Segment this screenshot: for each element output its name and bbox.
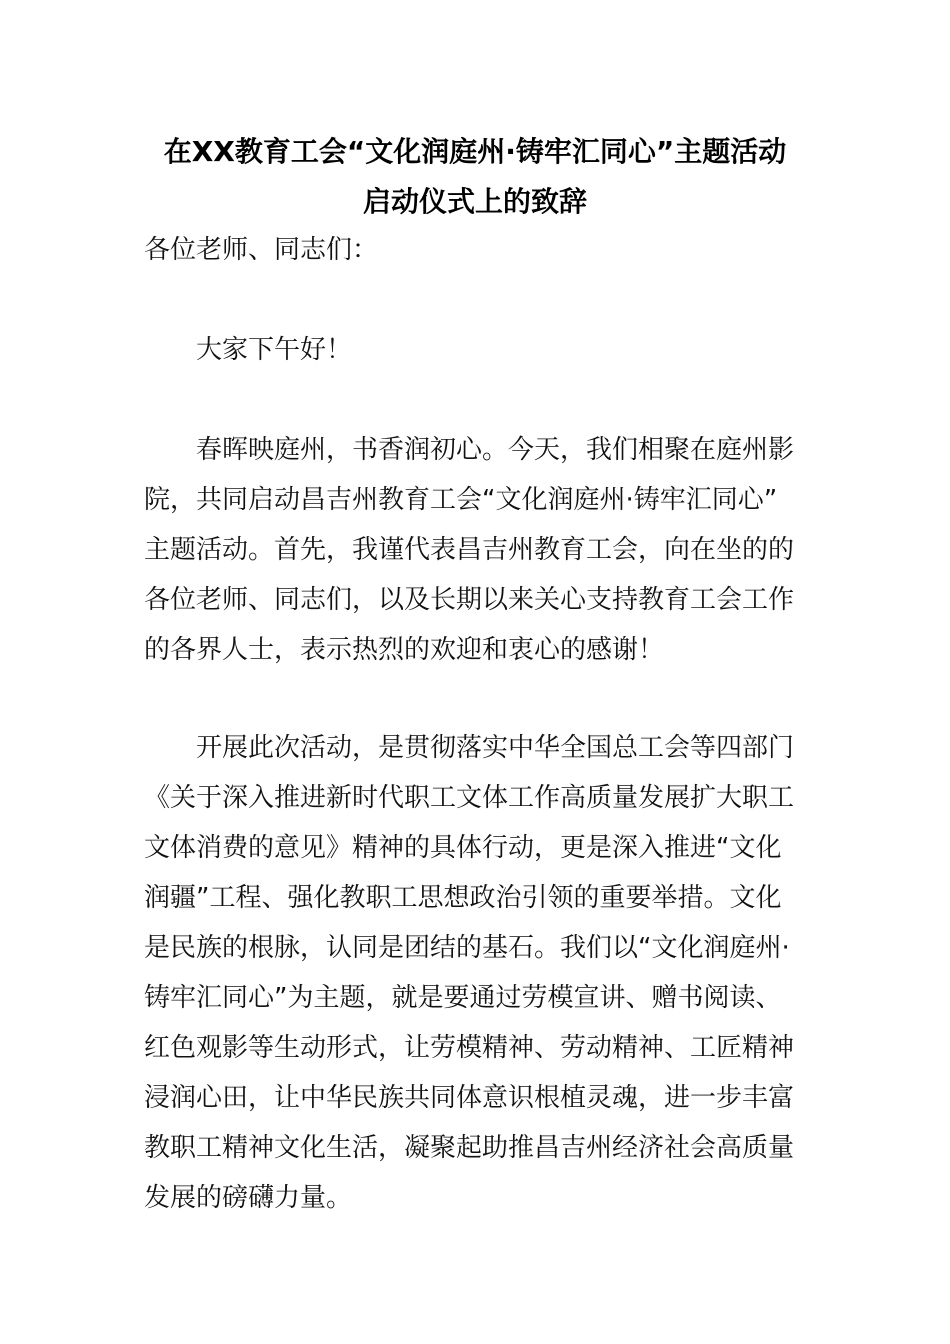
paragraph-line: 《关于深入推进新时代职工文体工作高质量发展扩大职工: [144, 783, 795, 813]
paragraph-line: 文体消费的意见》精神的具体行动，更是深入推进“文化: [144, 833, 782, 863]
paragraph-line: 发展的磅礴力量。: [144, 1183, 353, 1213]
paragraph-line: 铸牢汇同心”为主题，就是要通过劳模宣讲、赠书阅读、: [144, 983, 782, 1013]
greeting: [144, 325, 806, 375]
title-line-2: 启动仪式上的致辞: [362, 185, 587, 218]
paragraph-line: 润疆”工程、强化教职工思想政治引领的重要举措。文化: [144, 883, 782, 913]
paragraph-2: [144, 723, 806, 1223]
paragraph-line: 春晖映庭州，书香润初心。今天，我们相聚在庭州影: [196, 435, 795, 465]
paragraph-line: 各位老师、同志们，以及长期以来关心支持教育工会工作: [144, 585, 795, 615]
paragraph-1: [144, 425, 806, 675]
title-line-1: 在XX教育工会“文化润庭州·铸牢汇同心”主题活动: [163, 135, 787, 168]
paragraph-line: 开展此次活动，是贯彻落实中华全国总工会等四部门: [196, 733, 795, 763]
paragraph-line: 主题活动。首先，我谨代表昌吉州教育工会，向在坐的的: [144, 535, 795, 565]
paragraph-line: 是民族的根脉，认同是团结的基石。我们以“文化润庭州·: [144, 933, 790, 963]
paragraph-line: 的各界人士，表示热烈的欢迎和衷心的感谢！: [144, 635, 665, 665]
paragraph-line: 院，共同启动昌吉州教育工会“文化润庭州·铸牢汇同心”: [144, 485, 778, 515]
paragraph-line: 红色观影等生动形式，让劳模精神、劳动精神、工匠精神: [144, 1033, 795, 1063]
salutation: 各位老师、同志们：: [144, 235, 379, 265]
paragraph-line: 教职工精神文化生活，凝聚起助推昌吉州经济社会高质量: [144, 1133, 795, 1163]
paragraph-line: 浸润心田，让中华民族共同体意识根植灵魂，进一步丰富: [144, 1083, 795, 1113]
greeting-line: 大家下午好！: [196, 335, 353, 365]
